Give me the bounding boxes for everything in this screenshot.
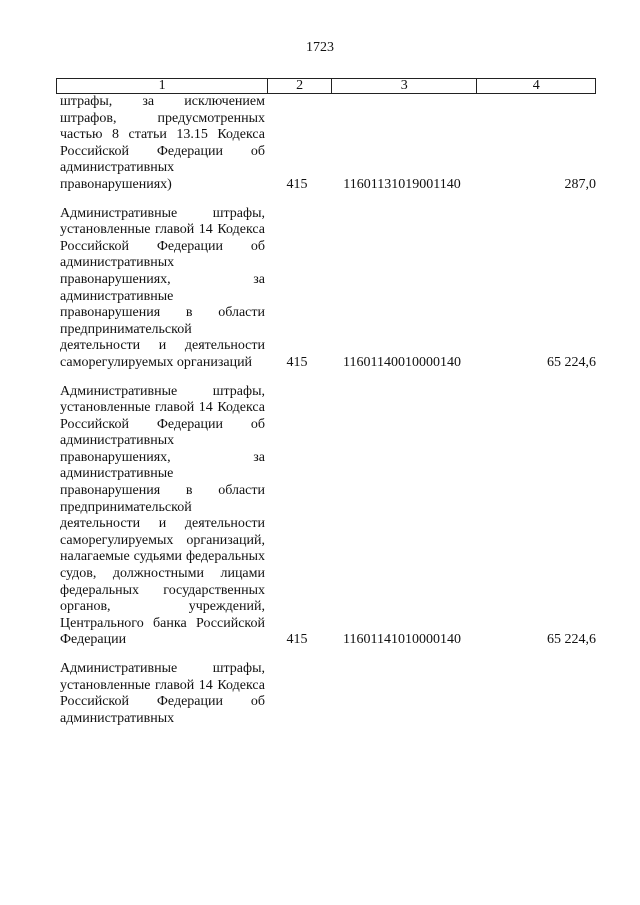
row-description: Административные штрафы, установленные главой 14 Кодекса Российской Федерации об административных правонарушениях, за административные правонарушения в области предпринимательской деятельности и деятельности саморегулируемых организаций	[60, 205, 265, 370]
table-row	[56, 384, 596, 650]
row-description: Административные штрафы, установленные главой 14 Кодекса Российской Федерации об административных	[60, 661, 265, 726]
row-kbk-code: 11601140010000140	[343, 354, 461, 370]
table-row	[56, 94, 596, 194]
row-gap	[56, 194, 596, 206]
row-admin-code: 415	[286, 176, 308, 192]
column-header-1: 1	[57, 79, 268, 93]
table-body	[56, 94, 596, 727]
table-row	[56, 206, 596, 372]
row-admin-code: 415	[286, 632, 308, 648]
row-description: штрафы, за исключением штрафов, предусмотренных частью 8 статьи 13.15 Кодекса Российской Федерации об административных правонарушениях)	[60, 94, 265, 192]
row-amount: 65 224,6	[547, 354, 596, 370]
row-gap	[56, 372, 596, 384]
page-number: 1723	[306, 40, 334, 55]
table-header	[56, 78, 596, 94]
row-amount: 287,0	[564, 176, 596, 192]
table-row	[56, 661, 596, 727]
column-header-3: 3	[332, 79, 477, 93]
row-amount: 65 224,6	[547, 632, 596, 648]
row-description: Административные штрафы, установленные главой 14 Кодекса Российской Федерации об административных правонарушениях, за административные правонарушения в области предпринимательской деятельности и деятельности саморегулируемых организаций, налагаемые судьями федеральных судов, должностными лицами федеральных государственных органов, учреждений, Центрального банка Российской Федерации	[60, 383, 265, 648]
row-gap	[56, 649, 596, 661]
row-admin-code: 415	[286, 354, 308, 370]
column-header-4: 4	[532, 78, 540, 93]
row-kbk-code: 11601131019001140	[343, 176, 461, 192]
column-header-2: 2	[268, 79, 332, 93]
row-kbk-code: 11601141010000140	[343, 632, 461, 648]
